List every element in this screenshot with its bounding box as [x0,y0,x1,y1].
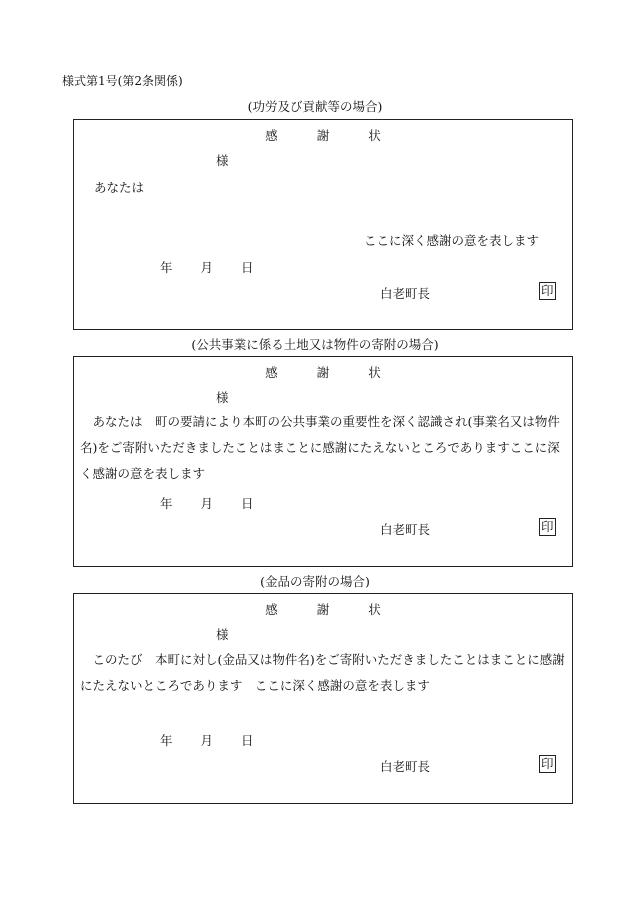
certificate-box-land [73,356,573,567]
seal-mark: 印 [541,519,554,534]
certificate-box-merit [73,119,573,330]
title-char: 状 [368,365,381,380]
certificate-title [74,126,572,144]
seal-mark: 印 [541,756,554,771]
section-heading-donation: (金品の寄附の場合) [260,574,370,589]
certificate-title [74,600,572,618]
date-year: 年 [160,733,173,748]
date-year: 年 [160,260,173,275]
section-heading-merit: (功労及び貢献等の場合) [247,99,383,114]
title-char: 感 [265,602,278,617]
section-heading-land: (公共事業に係る土地又は物件の寄附の場合) [191,337,439,352]
date-day: 日 [241,496,254,511]
date-day: 日 [241,260,254,275]
issuer-title: 白老町長 [380,522,431,537]
date-month: 月 [200,260,214,275]
title-char: 状 [368,128,381,143]
date-year: 年 [160,496,173,511]
date-month: 月 [200,733,214,748]
title-char: 謝 [316,365,330,380]
seal-mark: 印 [541,283,554,298]
title-char: 謝 [316,128,330,143]
certificate-box-donation [73,593,573,804]
title-char: 状 [368,602,381,617]
date-line [160,258,254,276]
closing-line: ここに深く感謝の意を表します [364,233,540,248]
certificate-body: あなたは 町の要請により本町の公共事業の重要性を深く認識され(事業名又は物件名)をご寄附いただきましたことはまことに感謝にたえないところでありますここに深く感謝の意を表します [80,414,560,481]
certificate-title [74,363,572,381]
date-month: 月 [200,496,214,511]
date-line [160,731,254,749]
addressee-suffix: 様 [216,153,229,168]
body-line: あなたは [94,180,145,195]
addressee-suffix: 様 [216,390,229,405]
title-char: 感 [265,365,278,380]
date-day: 日 [241,733,254,748]
issuer-title: 白老町長 [380,286,431,301]
form-label: 様式第1号(第2条関係) [62,74,183,88]
certificate-body: このたび 本町に対し(金品又は物件名)をご寄附いただきましたことはまことに感謝にたえないところであります ここに深く感謝の意を表します [80,652,565,693]
issuer-title: 白老町長 [380,759,431,774]
title-char: 感 [265,128,278,143]
addressee-suffix: 様 [216,627,229,642]
date-line [160,494,254,512]
title-char: 謝 [316,602,330,617]
